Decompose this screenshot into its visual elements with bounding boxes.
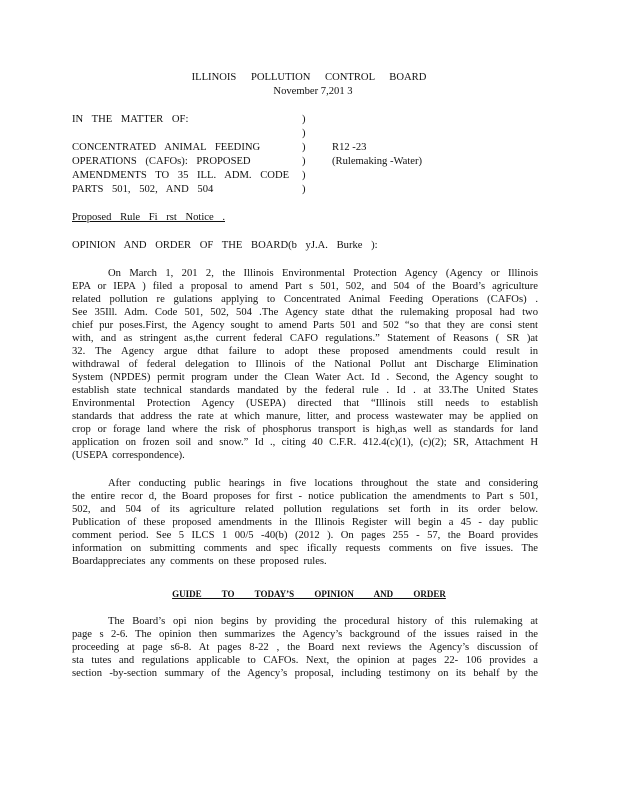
paragraph-line: comment period. See 5 ILCS 1 00/5 -40(b) (2012 ). On pages 255 - 57, the Board provides <box>72 530 538 541</box>
section-heading: GUIDE TO TODAY’S OPINION AND ORDER <box>172 589 446 599</box>
paragraph-line: page s 2-6. The opinion then summarizes the Agency’s background of the issues raised in the <box>72 629 538 640</box>
caption-paren: ) <box>302 184 306 195</box>
caption-paren: ) <box>302 170 306 181</box>
docket-type: (Rulemaking -Water) <box>332 156 423 167</box>
paragraph-line: 502, and 504 of its agriculture related pollution regulations set forth in its order below. <box>72 504 538 515</box>
paragraph-line: (USEPA correspondence). <box>72 450 185 461</box>
paragraph-line: Environmental Protection Agency (USEPA) directed that “Illinois still needs to establish <box>72 398 538 409</box>
paragraph-line: System (NPDES) permit program under the Clean Water Act. Id . Second, the Agency sought to <box>72 372 538 383</box>
paragraph-line: 32. The Agency argue dthat failure to adopt these proposed amendments could result in <box>72 346 538 357</box>
caption-paren: ) <box>302 128 306 139</box>
caption-paren: ) <box>302 114 306 125</box>
caption-paren: ) <box>302 142 306 153</box>
paragraph-line: Boardappreciates any comments on these proposed rules. <box>72 556 327 567</box>
docket-number: R12 -23 <box>332 142 367 153</box>
notice-title: Proposed Rule Fi rst Notice . <box>72 212 225 223</box>
paragraph-line: with, and as stringent as,the current federal CAFO regulations.” Statement of Reasons ( SR )at <box>72 333 538 344</box>
caption-line: PARTS 501, 502, AND 504 <box>72 184 214 195</box>
paragraph-line: establish state technical standards mandated by the federal rule . Id . at 33.The United States <box>72 385 538 396</box>
caption-line: OPERATIONS (CAFOs): PROPOSED <box>72 156 251 167</box>
paragraph-line: withdrawal of federal delegation to Illinois of the National Pollut ant Discharge Elimination <box>72 359 538 370</box>
paragraph-line: the entire recor d, the Board proposes for first - notice publication the amendments to Part s 501, <box>72 491 538 502</box>
paragraph-line: Publication of these proposed amendments in the Illinois Register will begin a 45 - day public <box>72 517 538 528</box>
paragraph-line: After conducting public hearings in five locations throughout the state and considering <box>108 478 538 489</box>
caption-line: AMENDMENTS TO 35 ILL. ADM. CODE <box>72 170 290 181</box>
paragraph-line: See 35Ill. Adm. Code 501, 502, 504 .The Agency state dthat the rulemaking proposal had two <box>72 307 538 318</box>
paragraph-line: proceeding at page s6-8. At pages 8-22 , the Board next reviews the Agency’s discussion of <box>72 642 538 653</box>
paragraph-line: The Board’s opi nion begins by providing the procedural history of this rulemaking at <box>108 616 538 627</box>
caption-paren: ) <box>302 156 306 167</box>
agency-header: ILLINOIS POLLUTION CONTROL BOARD <box>191 72 427 83</box>
paragraph-line: related pollution re gulations applying to Concentrated Animal Feeding Operations (CAFOs) . <box>72 294 538 305</box>
paragraph-line: standards that address the rate at which manure, litter, and process wastewater may be applied on <box>72 411 538 422</box>
paragraph-line: sta tutes and regulations applicable to CAFOs. Next, the opinion at pages 22- 106 provides a <box>72 655 538 666</box>
document-date: November 7,201 3 <box>273 86 353 97</box>
paragraph-line: information on submitting comments and spec ifically requests comments on five issues. The <box>72 543 538 554</box>
paragraph-line: application on frozen soil and snow.” Id ., citing 40 C.F.R. 412.4(c)(1), (c)(2); SR, Attachment H <box>72 437 538 448</box>
paragraph-line: On March 1, 201 2, the Illinois Environmental Protection Agency (Agency or Illinois <box>108 268 538 279</box>
caption-matter: IN THE MATTER OF: <box>72 114 189 125</box>
paragraph-line: chief pur poses.First, the Agency sought to amend Parts 501 and 502 “so that they are consi stent <box>72 320 538 331</box>
caption-line: CONCENTRATED ANIMAL FEEDING <box>72 142 261 153</box>
opinion-title: OPINION AND ORDER OF THE BOARD(b yJ.A. Burke ): <box>72 240 378 251</box>
paragraph-line: crop or forage land where the risk of phosphorus transport is high,as well as standards for land <box>72 424 538 435</box>
paragraph-line: section -by-section summary of the Agency’s proposal, including testimony on its behalf by the <box>72 668 538 679</box>
paragraph-line: EPA or IEPA ) filed a proposal to amend Part s 501, 502, and 504 of the Board’s agriculture <box>72 281 538 292</box>
